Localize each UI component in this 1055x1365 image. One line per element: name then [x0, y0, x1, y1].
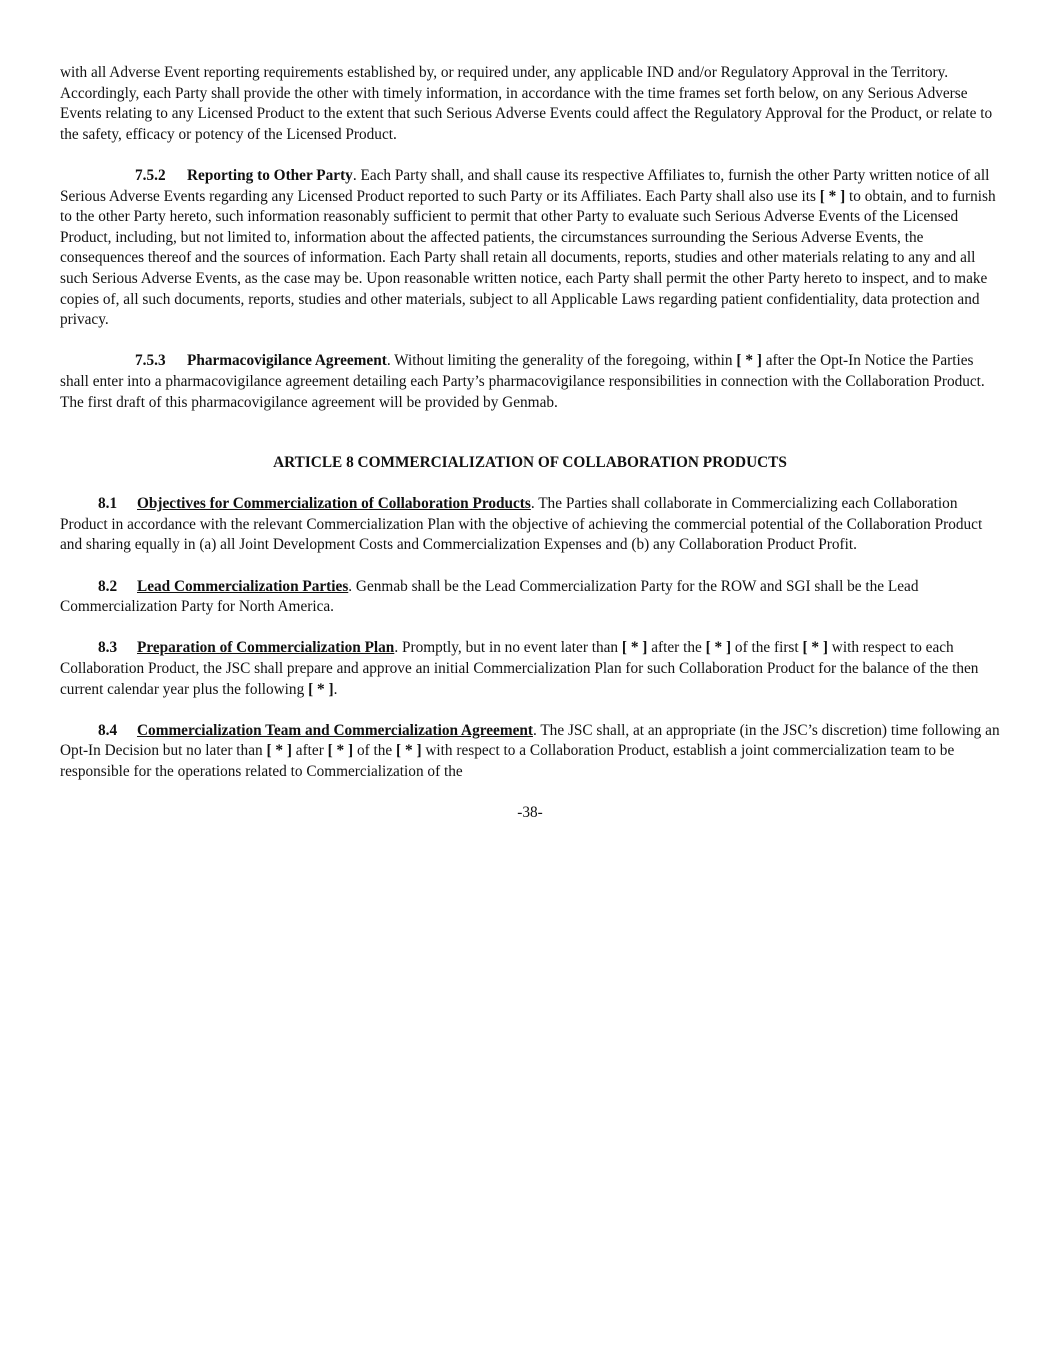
- section-8-2: [60, 577, 1000, 618]
- section-8-4: [60, 721, 1000, 783]
- redaction-marker: [ * ]: [327, 742, 354, 760]
- section-heading: Lead Commercialization Parties: [137, 577, 349, 595]
- redaction-marker: [ * ]: [705, 639, 732, 657]
- section-text: .: [333, 680, 338, 698]
- section-text: with respect to a Collaboration Product, establish a joint commercialization team to be responsible for the operations related to Commercialization of the: [60, 742, 955, 780]
- section-number: 8.4: [98, 721, 118, 739]
- section-number: 8.3: [98, 639, 118, 657]
- section-text: . Each Party shall, and shall cause its respective Affiliates to, furnish the other Party written notice of all Serious Adverse Events regarding any Licensed Product reported to such Party or its Affiliates. Each Party shall also use its: [60, 166, 990, 205]
- section-text: . Without limiting the generality of the foregoing, within: [386, 352, 737, 370]
- paragraph-continuation: with all Adverse Event reporting requirements established by, or required under, any applicable IND and/or Regulatory Approval in the Territory. Accordingly, each Party shall provide the other with timely information, in accordance with the time frames set forth below, on any Serious Adverse Events relating to any Licensed Product to the extent that such Serious Adverse Events could affect the Regulatory Approval for the Product, or relate to the safety, efficacy or potency of the Licensed Product.: [60, 64, 993, 143]
- article-heading: ARTICLE 8 COMMERCIALIZATION OF COLLABORATION PRODUCTS: [273, 454, 787, 472]
- section-number: 7.5.3: [135, 352, 166, 370]
- section-text: with respect to each Collaboration Product, the JSC shall prepare and approve an initial Commercialization Plan for such Collaboration Product for the balance of the then current calendar year plus the following: [60, 639, 979, 698]
- section-heading: Reporting to Other Party: [187, 166, 353, 184]
- section-7-5-3: [60, 351, 1000, 413]
- section-text: after: [291, 742, 328, 760]
- redaction-marker: [ * ]: [736, 352, 762, 370]
- section-heading: Preparation of Commercialization Plan: [137, 639, 395, 657]
- section-heading: Pharmacovigilance Agreement: [187, 352, 387, 370]
- section-text: to obtain, and to furnish to the other Party hereto, such information reasonably sufficient to permit that other Party to evaluate such Serious Adverse Events of the Licensed Product, including, but not limited to, information about the affected patients, the circumstances surrounding the Serious Adverse Events, the consequences thereof and the sources of information. Each Party shall retain all documents, reports, studies and other materials relating to any and all such Serious Adverse Events, as the case may be. Upon reasonable written notice, each Party shall permit the other Party hereto to inspect, and to make copies of, all such documents, reports, studies and other materials, subject to all Applicable Laws regarding patient confidentiality, data protection and privacy.: [60, 187, 996, 329]
- redaction-marker: [ * ]: [308, 680, 334, 698]
- redaction-marker: [ * ]: [621, 639, 648, 657]
- section-text: . Promptly, but in no event later than: [394, 639, 622, 657]
- section-8-1: [60, 494, 1000, 556]
- section-heading: Objectives for Commercialization of Collaboration Products: [137, 495, 531, 513]
- section-heading: Commercialization Team and Commercialization Agreement: [137, 721, 533, 739]
- section-text: . Genmab shall be the Lead Commercialization Party for the ROW and SGI shall be the Lead Commercialization Party for North America.: [60, 577, 919, 616]
- redaction-marker: [ * ]: [266, 742, 292, 760]
- section-text: . The JSC shall, at an appropriate (in the JSC’s discretion) time following an Opt-In Decision but no later than: [60, 721, 1000, 760]
- redaction-marker: [ * ]: [819, 187, 846, 205]
- redaction-marker: [ * ]: [396, 742, 422, 760]
- section-7-5-2: [60, 166, 1000, 331]
- document-page: [60, 63, 1000, 839]
- section-text: of the first: [731, 639, 803, 657]
- page-number: -38-: [517, 804, 543, 822]
- section-number: 7.5.2: [135, 166, 166, 184]
- section-text: . The Parties shall collaborate in Commercializing each Collaboration Product in accordance with the relevant Commercialization Plan with the objective of achieving the commercial potential of the Collaboration Product and sharing equally in (a) all Joint Development Costs and Commercialization Expenses and (b) any Collaboration Product Profit.: [60, 495, 983, 554]
- section-text: of the: [353, 742, 397, 760]
- section-number: 8.2: [98, 577, 118, 595]
- section-text: after the: [647, 639, 706, 657]
- section-text: after the Opt-In Notice the Parties shall enter into a pharmacovigilance agreement detailing each Party’s pharmacovigilance responsibilities in connection with the Collaboration Product. The first draft of this pharmacovigilance agreement will be provided by Genmab.: [60, 352, 985, 411]
- redaction-marker: [ * ]: [802, 639, 828, 657]
- section-8-3: [60, 638, 1000, 700]
- section-number: 8.1: [98, 495, 118, 513]
